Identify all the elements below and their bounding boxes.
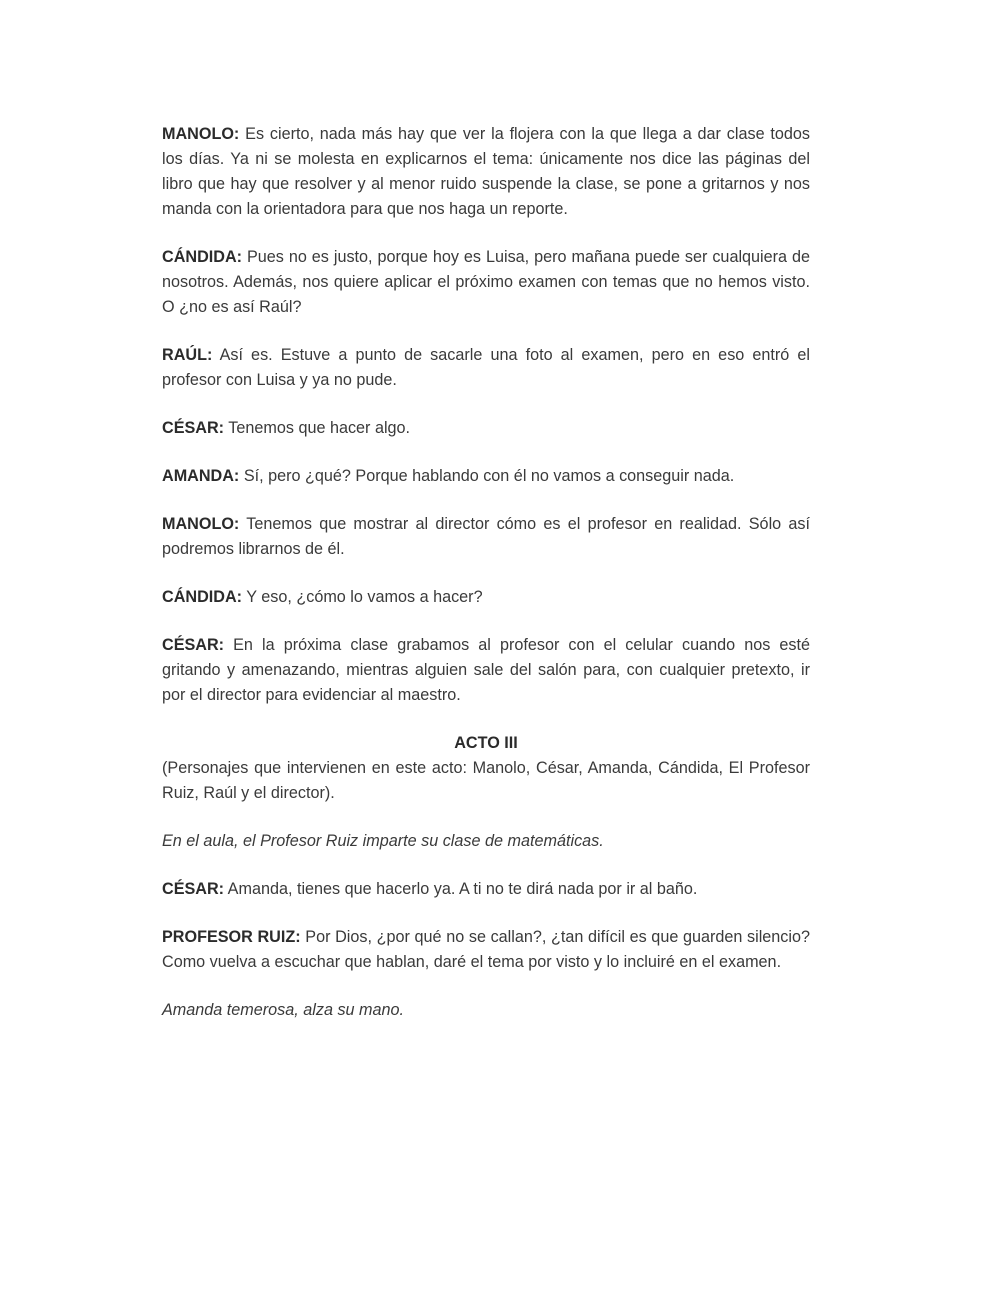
dialogue-line [162,877,810,902]
dialogue-text: Así es. Estuve a punto de sacarle una foto al examen, pero en eso entró el profesor con Luisa y ya no pude. [162,346,810,389]
speaker-name: AMANDA: [162,467,240,485]
dialogue-text: Es cierto, nada más hay que ver la flojera con la que llega a dar clase todos los días. Ya ni se molesta en explicarnos el tema: únicamente nos dice las páginas del libro que hay que resolver y al menor ruido suspende la clase, se pone a gritarnos y nos manda con la orientadora para que nos haga un reporte. [162,125,810,218]
dialogue-text: En la próxima clase grabamos al profesor con el celular cuando nos esté gritando y amenazando, mientras alguien sale del salón para, con cualquier pretexto, ir por el director para evidenciar al maestro. [162,636,810,704]
dialogue-line [162,512,810,562]
speaker-name: CÉSAR: [162,636,225,654]
dialogue-line [162,343,810,393]
dialogue-text: Tenemos que hacer algo. [224,419,411,437]
dialogue-line [162,633,810,708]
speaker-name: CÁNDIDA: [162,588,243,606]
dialogue-text: Sí, pero ¿qué? Porque hablando con él no vamos a conseguir nada. [239,467,735,485]
stage-direction: Amanda temerosa, alza su mano. [162,1001,405,1019]
speaker-name: RAÚL: [162,346,213,364]
stage-direction: En el aula, el Profesor Ruiz imparte su clase de matemáticas. [162,832,604,850]
dialogue-line [162,464,810,489]
act-characters-description: (Personajes que intervienen en este acto: Manolo, César, Amanda, Cándida, El Profesor Ruiz, Raúl y el director). [162,759,810,802]
dialogue-line [162,585,810,610]
dialogue-text: Pues no es justo, porque hoy es Luisa, pero mañana puede ser cualquiera de nosotros. Además, nos quiere aplicar el próximo examen con temas que no hemos visto. O ¿no es así Raúl? [162,248,810,316]
dialogue-line [162,245,810,320]
dialogue-text: Amanda, tienes que hacerlo ya. A ti no te dirá nada por ir al baño. [224,880,698,898]
speaker-name: CÁNDIDA: [162,248,243,266]
speaker-name: CÉSAR: [162,419,225,437]
dialogue-text: Por Dios, ¿por qué no se callan?, ¿tan difícil es que guarden silencio? Como vuelva a escuchar que hablan, daré el tema por visto y lo incluiré en el examen. [162,928,810,971]
script-content [162,122,810,1046]
speaker-name: MANOLO: [162,515,240,533]
act-title: ACTO III [454,734,518,752]
dialogue-text: Tenemos que mostrar al director cómo es el profesor en realidad. Sólo así podremos librarnos de él. [162,515,810,558]
speaker-name: MANOLO: [162,125,240,143]
dialogue-line [162,925,810,975]
dialogue-text: Y eso, ¿cómo lo vamos a hacer? [242,588,483,606]
speaker-name: PROFESOR RUIZ: [162,928,301,946]
dialogue-line [162,416,810,441]
speaker-name: CÉSAR: [162,880,225,898]
dialogue-line [162,122,810,222]
